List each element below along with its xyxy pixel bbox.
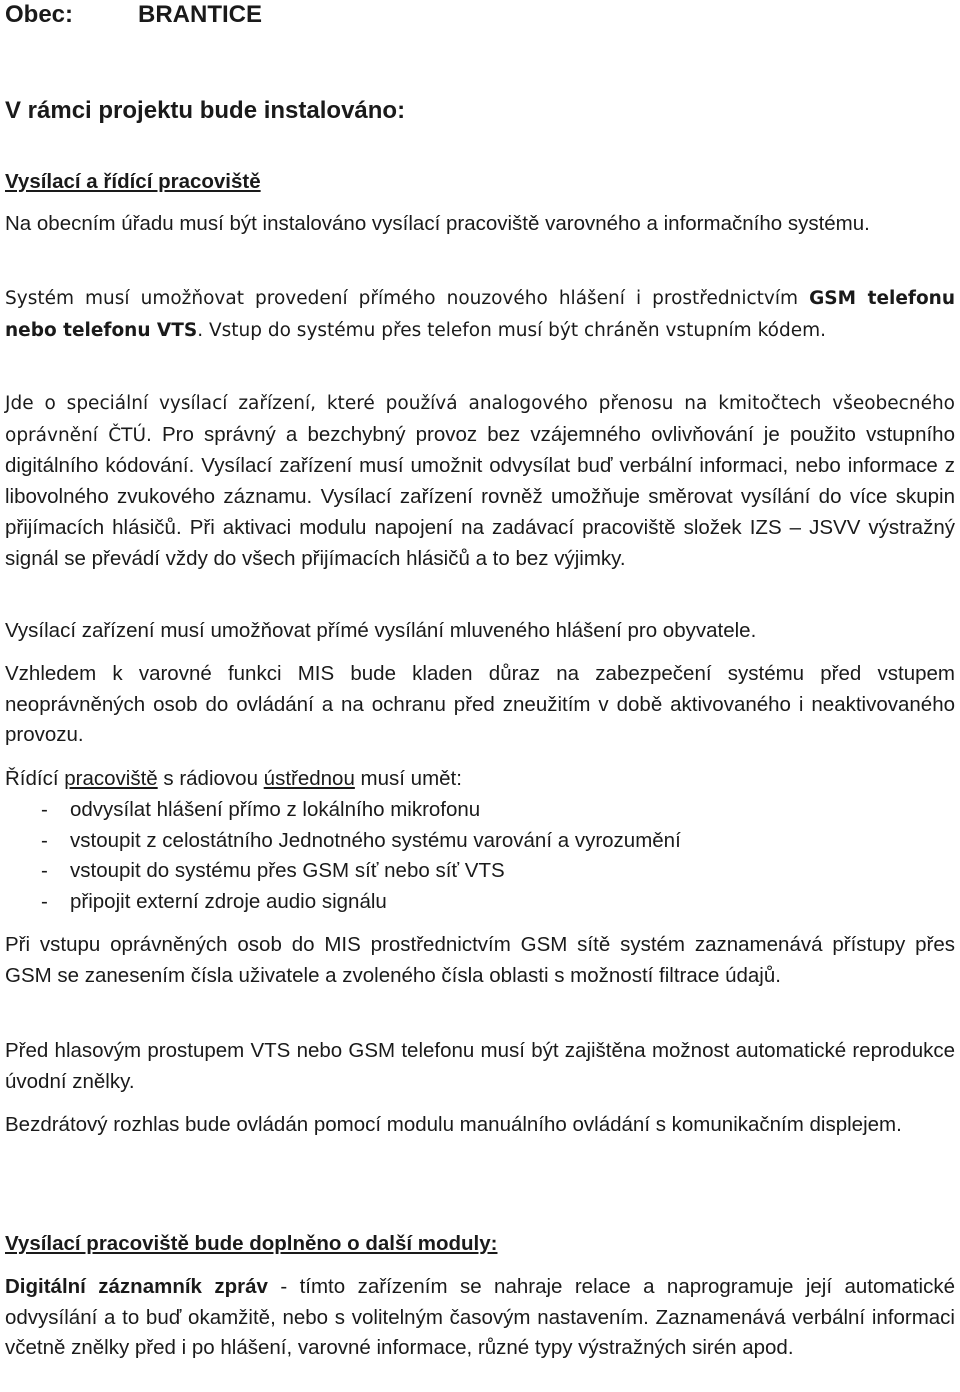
capabilities-list [5, 795, 955, 918]
paragraph-emergency-call-bold: GSM telefonu nebo telefonu VTS [5, 288, 955, 341]
municipality-header [5, 0, 262, 30]
section-heading-station: Vysílací a řídící pracoviště [5, 170, 261, 193]
list-item [5, 826, 955, 857]
list-item-text: vstoupit do systému přes GSM síť nebo síť VTS [70, 859, 505, 883]
list-intro-underline-1: pracoviště [64, 767, 158, 790]
paragraph-security: Vzhledem k varovné funkci MIS bude kladen důraz na zabezpečení systému před vstupem neoprávněných osob do ovládání a na ochranu před zneužitím v době aktivovaného i neaktivovaného provozu. [5, 662, 955, 747]
paragraph-transmitter-body: Pro správný a bezchybný provoz bez vzájemného ovlivňování je použito vstupního digitálního kódování. Vysílací zařízení musí umožnit odvysílat buď verbální informaci, nebo informace z libovolného zvukového záznamu. Vysílací zařízení rovněž umožňuje směrovat vysílání do více skupin přijímacích hlásičů. Při aktivaci modulu napojení na zadávací pracoviště složek IZS – JSVV výstražný signál se převádí vždy do všech přijímacích hlásičů a to bez výjimky. [5, 422, 955, 570]
bullet-dash: - [41, 798, 48, 821]
paragraph-transmitter-intro: Jde o speciální vysílací zařízení, které používá analogového přenosu na kmitočtech všeobecného oprávnění ČTÚ. [5, 393, 955, 446]
list-intro-underline-2: ústřednou [263, 767, 355, 790]
municipality-label: Obec: [5, 1, 74, 28]
list-intro-pre: Řídící [5, 767, 65, 790]
paragraph-intro-jingle: Před hlasovým prostupem VTS nebo GSM telefonu musí být zajištěna možnost automatické reprodukce úvodní znělky. [5, 1039, 955, 1093]
paragraph-manual-control: Bezdrátový rozhlas bude ovládán pomocí modulu manuálního ovládání s komunikačním displejem. [5, 1113, 902, 1136]
municipality-name: BRANTICE [138, 1, 262, 28]
paragraph-emergency-call-text: Systém musí umožňovat provedení přímého nouzového hlášení i prostřednictvím [5, 288, 810, 309]
list-item [5, 856, 955, 887]
bullet-dash: - [41, 890, 48, 914]
list-item-text: připojit externí zdroje audio signálu [70, 890, 387, 914]
bullet-dash: - [41, 828, 48, 852]
paragraph-gsm-logging: Při vstupu oprávněných osob do MIS prostřednictvím GSM sítě systém zaznamenává přístupy přes GSM se zanesením čísla uživatele a zvoleného čísla oblasti s možností filtrace údajů. [5, 933, 955, 987]
list-intro-mid: s rádiovou [157, 767, 264, 790]
paragraph-emergency-call-text-end: . Vstup do systému přes telefon musí být chráněn vstupním kódem. [197, 319, 826, 341]
document-title: V rámci projektu bude instalováno: [5, 97, 406, 124]
digital-recorder-description: - tímto zařízením se nahraje relace a naprogramuje její automatické odvysílání a to buď okamžitě, nebo s volitelným časovým nastavením. Zaznamenává verbální informaci včetně znělky před i po hlášení, varovné informace, různé typy výstražných sirén apod. [5, 1275, 955, 1360]
paragraph-installation: Na obecním úřadu musí být instalováno vysílací pracoviště varovného a informačního systému. [5, 212, 870, 235]
list-item [5, 887, 955, 918]
list-item-text: odvysílat hlášení přímo z lokálního mikrofonu [70, 798, 481, 821]
digital-recorder-term: Digitální záznamník zpráv [5, 1275, 268, 1298]
section-heading-modules: Vysílací pracoviště bude doplněno o další moduly: [5, 1232, 498, 1255]
bullet-dash: - [41, 859, 48, 883]
paragraph-emergency-call [5, 283, 955, 346]
paragraph-transmitter [5, 388, 955, 574]
paragraph-direct-broadcast: Vysílací zařízení musí umožňovat přímé vysílání mluveného hlášení pro obyvatele. [5, 619, 757, 642]
list-intro-post: musí umět: [354, 767, 462, 790]
list-item-text: vstoupit z celostátního Jednotného systému varování a vyrozumění [70, 828, 681, 852]
paragraph-digital-recorder [5, 1272, 955, 1364]
list-intro [5, 764, 955, 795]
list-item [5, 795, 955, 826]
